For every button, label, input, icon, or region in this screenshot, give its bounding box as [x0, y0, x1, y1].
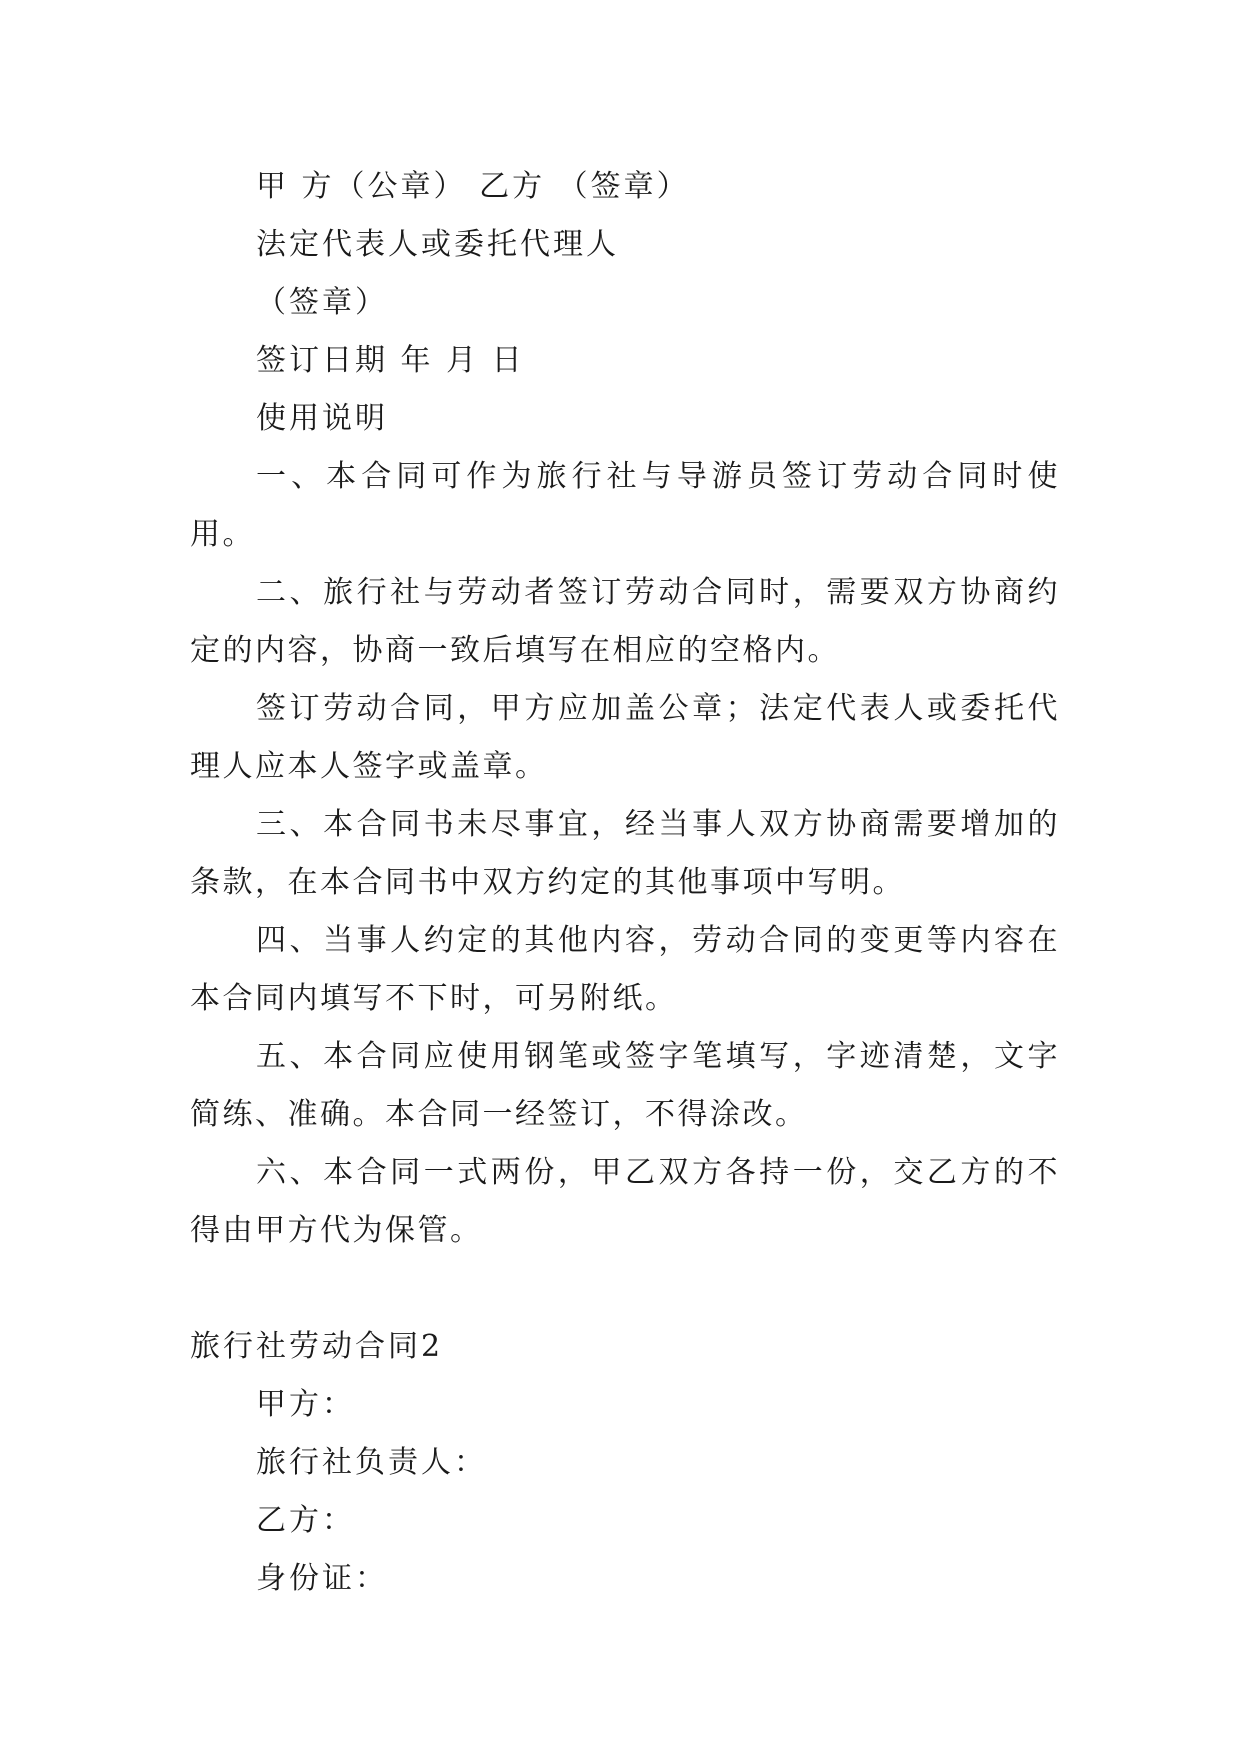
instruction-item: 二、旅行社与劳动者签订劳动合同时，需要双方协商约定的内容，协商一致后填写在相应的空格内。 — [190, 575, 1060, 668]
instruction-item: 三、本合同书未尽事宜，经当事人双方协商需要增加的条款，在本合同书中双方约定的其他事项中写明。 — [190, 807, 1060, 900]
agency-manager-field: 旅行社负责人： — [256, 1445, 487, 1480]
section-gap — [190, 1260, 1060, 1318]
seal-line: （签章） — [256, 285, 388, 320]
instructions-heading: 使用说明 — [256, 401, 388, 436]
contract2-title: 旅行社劳动合同2 — [190, 1329, 444, 1364]
party-b-field: 乙方： — [256, 1503, 355, 1538]
document-body — [190, 158, 1060, 1608]
instruction-item: 签订劳动合同，甲方应加盖公章；法定代表人或委托代理人应本人签字或盖章。 — [190, 691, 1060, 784]
legal-representative-line: 法定代表人或委托代理人 — [256, 227, 619, 262]
instruction-item: 五、本合同应使用钢笔或签字笔填写，字迹清楚，文字简练、准确。本合同一经签订，不得涂改。 — [190, 1039, 1060, 1132]
signing-date-line: 签订日期 年 月 日 — [256, 343, 525, 378]
instruction-item: 六、本合同一式两份，甲乙双方各持一份，交乙方的不得由甲方代为保管。 — [190, 1155, 1060, 1248]
instruction-item: 一、本合同可作为旅行社与导游员签订劳动合同时使用。 — [190, 459, 1060, 552]
party-a-field: 甲方： — [256, 1387, 355, 1422]
id-card-field: 身份证： — [256, 1561, 388, 1596]
signature-parties-line: 甲 方（公章） 乙方 （签章） — [256, 169, 690, 204]
instruction-item: 四、当事人约定的其他内容，劳动合同的变更等内容在本合同内填写不下时，可另附纸。 — [190, 923, 1060, 1016]
